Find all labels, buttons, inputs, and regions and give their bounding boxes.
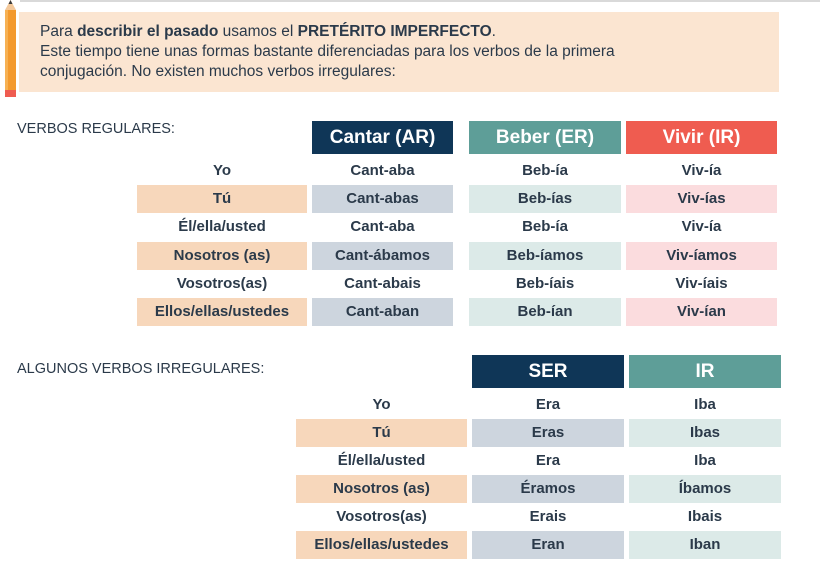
pronoun-cell: Nosotros (as) (137, 242, 307, 270)
conjugation-cell: Íbamos (629, 475, 781, 503)
intro-line-3: conjugación. No existen muchos verbos irregulares: (40, 63, 396, 80)
conjugation-cell: Erais (529, 508, 567, 525)
conjugation-cell: Eras (472, 419, 624, 447)
column-header: Beber (ER) (469, 121, 621, 154)
column-header: Cantar (AR) (312, 121, 453, 154)
conjugation-cell: Beb-ías (469, 185, 621, 213)
conjugation-cell: Éramos (472, 475, 624, 503)
conjugation-cell: Iba (694, 452, 716, 469)
conjugation-cell: Era (535, 396, 561, 413)
pronoun-cell: Tú (296, 419, 467, 447)
pencil-icon (4, 0, 17, 97)
conjugation-cell: Eran (472, 531, 624, 559)
pronoun-cell: Ellos/ellas/ustedes (137, 298, 307, 326)
conjugation-cell: Cant-ábamos (312, 242, 453, 270)
conjugation-cell: Iban (629, 531, 781, 559)
column-header: SER (472, 355, 624, 388)
pronoun-cell: Yo (212, 162, 232, 179)
conjugation-cell: Viv-ían (626, 298, 777, 326)
conjugation-cell: Ibas (629, 419, 781, 447)
conjugation-cell: Viv-ía (681, 162, 722, 179)
top-divider (20, 0, 820, 2)
irregular-verbs-label: ALGUNOS VERBOS IRREGULARES: (17, 361, 265, 377)
intro-box (19, 12, 779, 92)
conjugation-cell: Beb-ía (522, 162, 568, 179)
conjugation-cell: Viv-íamos (626, 242, 777, 270)
pronoun-cell: Él/ella/usted (337, 452, 426, 469)
conjugation-cell: Ibais (687, 508, 723, 525)
conjugation-cell: Cant-aban (312, 298, 453, 326)
pronoun-cell: Vosotros(as) (336, 508, 427, 525)
conjugation-cell: Cant-abais (344, 274, 421, 292)
pronoun-cell: Yo (372, 396, 391, 413)
conjugation-cell: Cant-aba (350, 218, 415, 236)
pronoun-cell: Ellos/ellas/ustedes (296, 531, 467, 559)
conjugation-cell: Cant-abas (312, 185, 453, 213)
conjugation-cell: Era (535, 452, 561, 469)
regular-verbs-label: VERBOS REGULARES: (17, 121, 175, 137)
conjugation-cell: Viv-ía (681, 218, 722, 236)
conjugation-cell: Iba (694, 396, 716, 413)
conjugation-cell: Viv-ías (626, 185, 777, 213)
conjugation-cell: Beb-íamos (469, 242, 621, 270)
pronoun-cell: Vosotros(as) (176, 274, 268, 292)
conjugation-cell: Cant-aba (350, 162, 415, 179)
pronoun-cell: Él/ella/usted (178, 218, 266, 236)
column-header: IR (629, 355, 781, 388)
intro-line-2: Este tiempo tiene unas formas bastante diferenciadas para los verbos de la primera (40, 43, 615, 60)
conjugation-cell: Beb-ían (469, 298, 621, 326)
column-header: Vivir (IR) (626, 121, 777, 154)
intro-line-1: Para describir el pasado usamos el PRETÉRITO IMPERFECTO. (40, 23, 496, 40)
conjugation-cell: Beb-ía (522, 218, 568, 236)
pronoun-cell: Nosotros (as) (296, 475, 467, 503)
pronoun-cell: Tú (137, 185, 307, 213)
conjugation-cell: Beb-íais (515, 274, 575, 292)
conjugation-cell: Viv-íais (675, 274, 728, 292)
